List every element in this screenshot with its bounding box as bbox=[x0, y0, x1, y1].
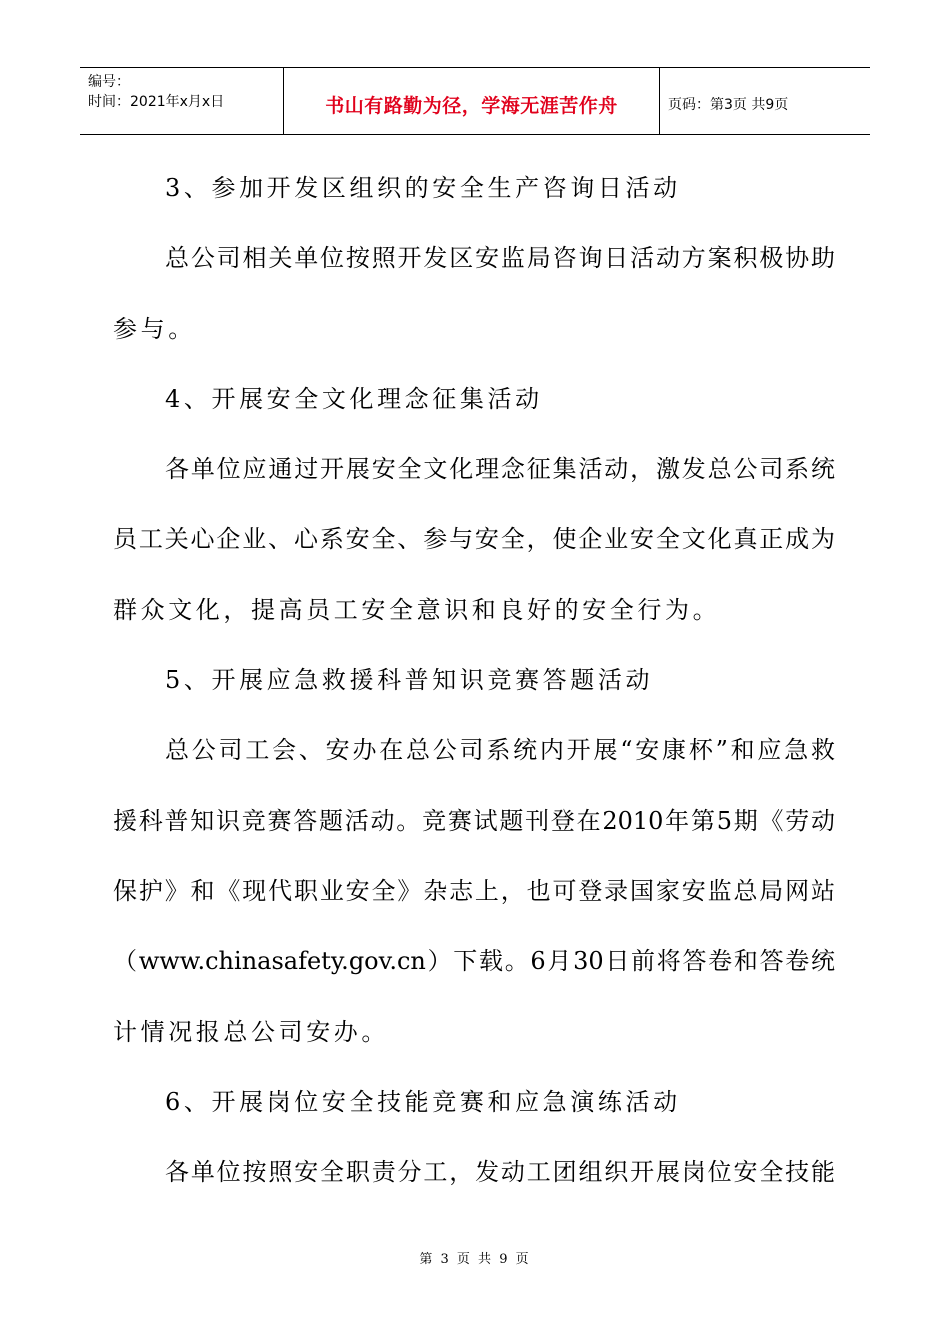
paragraph-line: 参与。 bbox=[113, 314, 196, 343]
paragraph-line: 援科普知识竞赛答题活动。竞赛试题刊登在2010年第5期《劳动 bbox=[113, 806, 835, 835]
time-label: 时间：2021年x月x日 bbox=[88, 94, 225, 110]
paragraph-line: 各单位按照安全职责分工，发动工团组织开展岗位安全技能 bbox=[165, 1158, 835, 1187]
paragraph-line: 各单位应通过开展安全文化理念征集活动，激发总公司系统 bbox=[165, 455, 835, 484]
section-heading: 4、开展安全文化理念征集活动 bbox=[165, 384, 543, 413]
header-motto: 书山有路勤为径，学海无涯苦作舟 bbox=[284, 68, 660, 134]
document-header bbox=[80, 67, 870, 135]
paragraph-line: 保护》和《现代职业安全》杂志上，也可登录国家安监总局网站 bbox=[113, 876, 835, 905]
section-heading: 5、开展应急救援科普知识竞赛答题活动 bbox=[165, 666, 654, 695]
section-heading: 6、开展岗位安全技能竞赛和应急演练活动 bbox=[165, 1087, 681, 1116]
header-meta-cell bbox=[80, 68, 284, 134]
serial-number-label: 编号： bbox=[88, 74, 130, 90]
paragraph-line: 群众文化，提高员工安全意识和良好的安全行为。 bbox=[113, 595, 721, 624]
header-page-number: 页码：第3页 共9页 bbox=[668, 97, 789, 113]
page-footer: 第 3 页 共 9 页 bbox=[419, 1252, 531, 1267]
paragraph-line: 员工关心企业、心系安全、参与安全，使企业安全文化真正成为 bbox=[113, 525, 835, 554]
document-body bbox=[113, 160, 835, 1214]
section-heading: 3、参加开发区组织的安全生产咨询日活动 bbox=[165, 174, 681, 202]
paragraph-line: 总公司相关单位按照开发区安监局咨询日活动方案积极协助 bbox=[165, 244, 835, 273]
paragraph-line: （www.chinasafety.gov.cn）下载。6月30日前将答卷和答卷统 bbox=[113, 947, 835, 976]
paragraph-line: 总公司工会、安办在总公司系统内开展“安康杯”和应急救 bbox=[165, 736, 835, 765]
paragraph-line: 计情况报总公司安办。 bbox=[113, 1017, 389, 1046]
